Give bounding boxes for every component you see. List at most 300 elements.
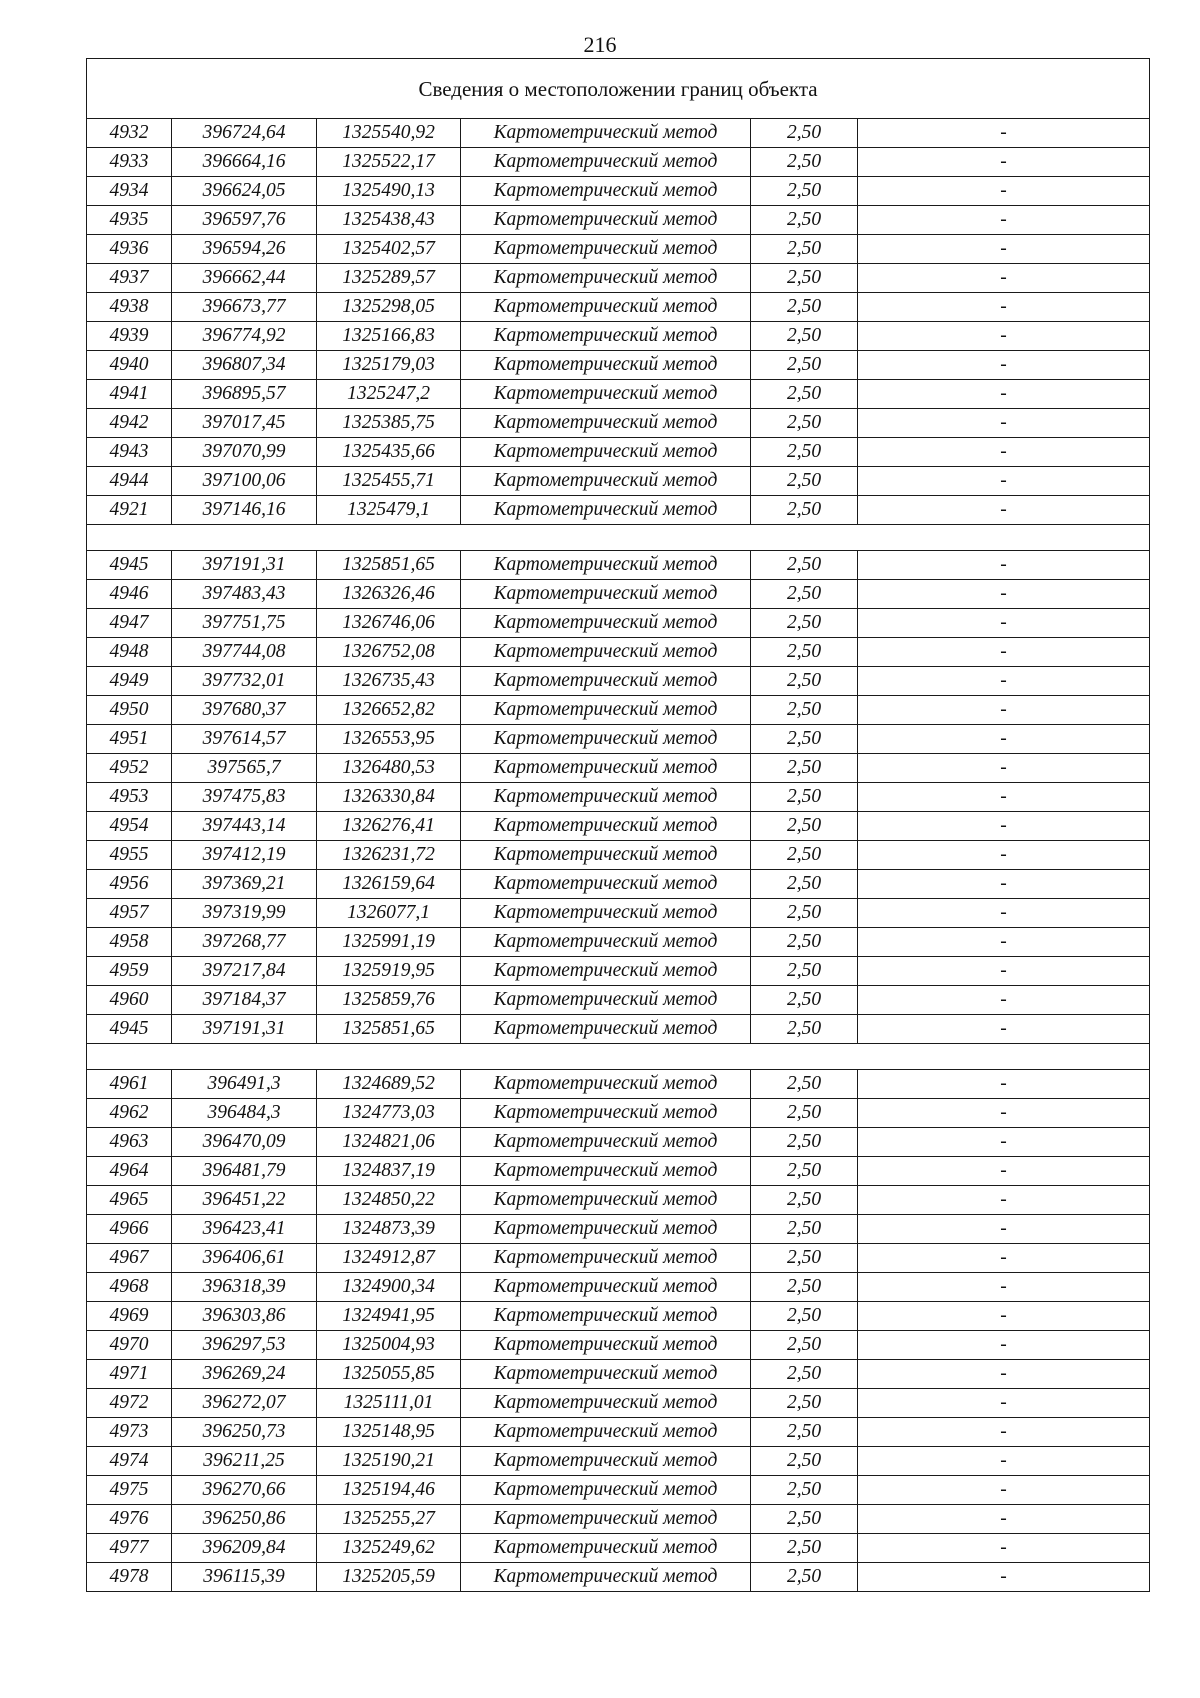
point-number-cell: 4952 [87, 754, 172, 783]
table-row [87, 467, 1150, 496]
y-coordinate-cell: 1325111,01 [317, 1389, 461, 1418]
accuracy-cell: 2,50 [751, 1186, 858, 1215]
x-coordinate-cell: 397100,06 [172, 467, 317, 496]
point-number-cell: 4921 [87, 496, 172, 525]
table-row [87, 1015, 1150, 1044]
x-coordinate-cell: 397475,83 [172, 783, 317, 812]
description-cell: - [858, 812, 1150, 841]
y-coordinate-cell: 1326746,06 [317, 609, 461, 638]
description-cell: - [858, 409, 1150, 438]
accuracy-cell: 2,50 [751, 928, 858, 957]
description-cell: - [858, 380, 1150, 409]
point-number-cell: 4967 [87, 1244, 172, 1273]
table-row [87, 667, 1150, 696]
method-cell: Картометрический метод [461, 1157, 751, 1186]
point-number-cell: 4955 [87, 841, 172, 870]
description-cell: - [858, 1015, 1150, 1044]
x-coordinate-cell: 397680,37 [172, 696, 317, 725]
accuracy-cell: 2,50 [751, 783, 858, 812]
table-row [87, 1244, 1150, 1273]
point-number-cell: 4945 [87, 1015, 172, 1044]
description-cell: - [858, 754, 1150, 783]
x-coordinate-cell: 396250,73 [172, 1418, 317, 1447]
group-separator-cell [87, 1044, 1150, 1070]
point-number-cell: 4941 [87, 380, 172, 409]
y-coordinate-cell: 1326735,43 [317, 667, 461, 696]
point-number-cell: 4968 [87, 1273, 172, 1302]
point-number-cell: 4966 [87, 1215, 172, 1244]
description-cell: - [858, 1244, 1150, 1273]
y-coordinate-cell: 1325190,21 [317, 1447, 461, 1476]
accuracy-cell: 2,50 [751, 609, 858, 638]
table-row [87, 1418, 1150, 1447]
accuracy-cell: 2,50 [751, 467, 858, 496]
accuracy-cell: 2,50 [751, 351, 858, 380]
accuracy-cell: 2,50 [751, 1331, 858, 1360]
method-cell: Картометрический метод [461, 928, 751, 957]
description-cell: - [858, 293, 1150, 322]
description-cell: - [858, 1476, 1150, 1505]
method-cell: Картометрический метод [461, 551, 751, 580]
y-coordinate-cell: 1325055,85 [317, 1360, 461, 1389]
point-number-cell: 4936 [87, 235, 172, 264]
x-coordinate-cell: 397565,7 [172, 754, 317, 783]
method-cell: Картометрический метод [461, 1563, 751, 1592]
table-row [87, 1302, 1150, 1331]
method-cell: Картометрический метод [461, 609, 751, 638]
group-separator-row [87, 1044, 1150, 1070]
table-row [87, 1157, 1150, 1186]
table-row [87, 551, 1150, 580]
accuracy-cell: 2,50 [751, 1563, 858, 1592]
accuracy-cell: 2,50 [751, 1302, 858, 1331]
y-coordinate-cell: 1325148,95 [317, 1418, 461, 1447]
x-coordinate-cell: 397017,45 [172, 409, 317, 438]
table-row [87, 1476, 1150, 1505]
table-row [87, 1447, 1150, 1476]
accuracy-cell: 2,50 [751, 725, 858, 754]
point-number-cell: 4933 [87, 148, 172, 177]
description-cell: - [858, 351, 1150, 380]
y-coordinate-cell: 1325919,95 [317, 957, 461, 986]
x-coordinate-cell: 396297,53 [172, 1331, 317, 1360]
x-coordinate-cell: 396270,66 [172, 1476, 317, 1505]
point-number-cell: 4973 [87, 1418, 172, 1447]
x-coordinate-cell: 396423,41 [172, 1215, 317, 1244]
table-body [87, 59, 1150, 1592]
point-number-cell: 4945 [87, 551, 172, 580]
method-cell: Картометрический метод [461, 696, 751, 725]
method-cell: Картометрический метод [461, 1099, 751, 1128]
table-row [87, 638, 1150, 667]
accuracy-cell: 2,50 [751, 1015, 858, 1044]
y-coordinate-cell: 1325194,46 [317, 1476, 461, 1505]
y-coordinate-cell: 1326553,95 [317, 725, 461, 754]
accuracy-cell: 2,50 [751, 322, 858, 351]
accuracy-cell: 2,50 [751, 206, 858, 235]
table-row [87, 409, 1150, 438]
table-row [87, 1563, 1150, 1592]
x-coordinate-cell: 397184,37 [172, 986, 317, 1015]
accuracy-cell: 2,50 [751, 177, 858, 206]
description-cell: - [858, 1505, 1150, 1534]
x-coordinate-cell: 397483,43 [172, 580, 317, 609]
table-row [87, 148, 1150, 177]
x-coordinate-cell: 397443,14 [172, 812, 317, 841]
method-cell: Картометрический метод [461, 1360, 751, 1389]
accuracy-cell: 2,50 [751, 551, 858, 580]
description-cell: - [858, 696, 1150, 725]
description-cell: - [858, 264, 1150, 293]
table-row [87, 322, 1150, 351]
point-number-cell: 4934 [87, 177, 172, 206]
y-coordinate-cell: 1325166,83 [317, 322, 461, 351]
y-coordinate-cell: 1325438,43 [317, 206, 461, 235]
point-number-cell: 4978 [87, 1563, 172, 1592]
table-row [87, 725, 1150, 754]
table-row [87, 1273, 1150, 1302]
table-row [87, 438, 1150, 467]
method-cell: Картометрический метод [461, 986, 751, 1015]
group-separator-row [87, 525, 1150, 551]
method-cell: Картометрический метод [461, 1389, 751, 1418]
accuracy-cell: 2,50 [751, 696, 858, 725]
point-number-cell: 4935 [87, 206, 172, 235]
y-coordinate-cell: 1326652,82 [317, 696, 461, 725]
method-cell: Картометрический метод [461, 322, 751, 351]
accuracy-cell: 2,50 [751, 409, 858, 438]
description-cell: - [858, 783, 1150, 812]
x-coordinate-cell: 397369,21 [172, 870, 317, 899]
accuracy-cell: 2,50 [751, 1099, 858, 1128]
table-row [87, 1070, 1150, 1099]
y-coordinate-cell: 1324850,22 [317, 1186, 461, 1215]
method-cell: Картометрический метод [461, 1447, 751, 1476]
x-coordinate-cell: 396597,76 [172, 206, 317, 235]
table-row [87, 812, 1150, 841]
method-cell: Картометрический метод [461, 235, 751, 264]
y-coordinate-cell: 1324837,19 [317, 1157, 461, 1186]
table-title-row [87, 59, 1150, 119]
accuracy-cell: 2,50 [751, 1128, 858, 1157]
point-number-cell: 4951 [87, 725, 172, 754]
x-coordinate-cell: 396115,39 [172, 1563, 317, 1592]
method-cell: Картометрический метод [461, 380, 751, 409]
point-number-cell: 4957 [87, 899, 172, 928]
method-cell: Картометрический метод [461, 293, 751, 322]
x-coordinate-cell: 397412,19 [172, 841, 317, 870]
method-cell: Картометрический метод [461, 783, 751, 812]
point-number-cell: 4961 [87, 1070, 172, 1099]
table-row [87, 1186, 1150, 1215]
table-row [87, 1534, 1150, 1563]
description-cell: - [858, 467, 1150, 496]
description-cell: - [858, 928, 1150, 957]
x-coordinate-cell: 396406,61 [172, 1244, 317, 1273]
x-coordinate-cell: 397614,57 [172, 725, 317, 754]
method-cell: Картометрический метод [461, 1505, 751, 1534]
description-cell: - [858, 986, 1150, 1015]
accuracy-cell: 2,50 [751, 1360, 858, 1389]
method-cell: Картометрический метод [461, 1215, 751, 1244]
description-cell: - [858, 1447, 1150, 1476]
y-coordinate-cell: 1325455,71 [317, 467, 461, 496]
x-coordinate-cell: 397751,75 [172, 609, 317, 638]
group-separator-cell [87, 525, 1150, 551]
x-coordinate-cell: 397070,99 [172, 438, 317, 467]
table-row [87, 870, 1150, 899]
x-coordinate-cell: 396724,64 [172, 119, 317, 148]
description-cell: - [858, 206, 1150, 235]
y-coordinate-cell: 1326326,46 [317, 580, 461, 609]
x-coordinate-cell: 396451,22 [172, 1186, 317, 1215]
description-cell: - [858, 1128, 1150, 1157]
point-number-cell: 4974 [87, 1447, 172, 1476]
point-number-cell: 4947 [87, 609, 172, 638]
table-row [87, 1215, 1150, 1244]
accuracy-cell: 2,50 [751, 1389, 858, 1418]
table-row [87, 609, 1150, 638]
y-coordinate-cell: 1324689,52 [317, 1070, 461, 1099]
description-cell: - [858, 1534, 1150, 1563]
x-coordinate-cell: 396209,84 [172, 1534, 317, 1563]
y-coordinate-cell: 1325859,76 [317, 986, 461, 1015]
description-cell: - [858, 725, 1150, 754]
point-number-cell: 4944 [87, 467, 172, 496]
method-cell: Картометрический метод [461, 206, 751, 235]
method-cell: Картометрический метод [461, 351, 751, 380]
y-coordinate-cell: 1325298,05 [317, 293, 461, 322]
x-coordinate-cell: 397732,01 [172, 667, 317, 696]
table-row [87, 119, 1150, 148]
accuracy-cell: 2,50 [751, 293, 858, 322]
point-number-cell: 4971 [87, 1360, 172, 1389]
accuracy-cell: 2,50 [751, 580, 858, 609]
accuracy-cell: 2,50 [751, 638, 858, 667]
accuracy-cell: 2,50 [751, 1273, 858, 1302]
description-cell: - [858, 667, 1150, 696]
method-cell: Картометрический метод [461, 467, 751, 496]
accuracy-cell: 2,50 [751, 119, 858, 148]
point-number-cell: 4960 [87, 986, 172, 1015]
x-coordinate-cell: 396662,44 [172, 264, 317, 293]
method-cell: Картометрический метод [461, 438, 751, 467]
point-number-cell: 4950 [87, 696, 172, 725]
method-cell: Картометрический метод [461, 264, 751, 293]
table-row [87, 957, 1150, 986]
x-coordinate-cell: 396484,3 [172, 1099, 317, 1128]
method-cell: Картометрический метод [461, 812, 751, 841]
method-cell: Картометрический метод [461, 638, 751, 667]
method-cell: Картометрический метод [461, 409, 751, 438]
y-coordinate-cell: 1325402,57 [317, 235, 461, 264]
method-cell: Картометрический метод [461, 496, 751, 525]
point-number-cell: 4976 [87, 1505, 172, 1534]
table-row [87, 1505, 1150, 1534]
description-cell: - [858, 957, 1150, 986]
y-coordinate-cell: 1324873,39 [317, 1215, 461, 1244]
y-coordinate-cell: 1325249,62 [317, 1534, 461, 1563]
method-cell: Картометрический метод [461, 1418, 751, 1447]
method-cell: Картометрический метод [461, 177, 751, 206]
x-coordinate-cell: 396774,92 [172, 322, 317, 351]
accuracy-cell: 2,50 [751, 1070, 858, 1099]
accuracy-cell: 2,50 [751, 1476, 858, 1505]
point-number-cell: 4963 [87, 1128, 172, 1157]
method-cell: Картометрический метод [461, 1070, 751, 1099]
point-number-cell: 4969 [87, 1302, 172, 1331]
x-coordinate-cell: 396272,07 [172, 1389, 317, 1418]
y-coordinate-cell: 1326480,53 [317, 754, 461, 783]
accuracy-cell: 2,50 [751, 1418, 858, 1447]
point-number-cell: 4939 [87, 322, 172, 351]
accuracy-cell: 2,50 [751, 1215, 858, 1244]
x-coordinate-cell: 396807,34 [172, 351, 317, 380]
page-number: 216 [583, 32, 617, 57]
method-cell: Картометрический метод [461, 1534, 751, 1563]
method-cell: Картометрический метод [461, 1273, 751, 1302]
description-cell: - [858, 1157, 1150, 1186]
point-number-cell: 4953 [87, 783, 172, 812]
table-row [87, 351, 1150, 380]
description-cell: - [858, 1273, 1150, 1302]
method-cell: Картометрический метод [461, 1015, 751, 1044]
accuracy-cell: 2,50 [751, 235, 858, 264]
table-row [87, 380, 1150, 409]
method-cell: Картометрический метод [461, 1244, 751, 1273]
table-row [87, 235, 1150, 264]
y-coordinate-cell: 1326159,64 [317, 870, 461, 899]
method-cell: Картометрический метод [461, 841, 751, 870]
point-number-cell: 4970 [87, 1331, 172, 1360]
point-number-cell: 4962 [87, 1099, 172, 1128]
table-row [87, 783, 1150, 812]
method-cell: Картометрический метод [461, 870, 751, 899]
y-coordinate-cell: 1325522,17 [317, 148, 461, 177]
y-coordinate-cell: 1324900,34 [317, 1273, 461, 1302]
y-coordinate-cell: 1324912,87 [317, 1244, 461, 1273]
description-cell: - [858, 899, 1150, 928]
point-number-cell: 4956 [87, 870, 172, 899]
y-coordinate-cell: 1325435,66 [317, 438, 461, 467]
description-cell: - [858, 119, 1150, 148]
table-row [87, 928, 1150, 957]
point-number-cell: 4954 [87, 812, 172, 841]
y-coordinate-cell: 1325004,93 [317, 1331, 461, 1360]
accuracy-cell: 2,50 [751, 1505, 858, 1534]
point-number-cell: 4949 [87, 667, 172, 696]
description-cell: - [858, 1360, 1150, 1389]
accuracy-cell: 2,50 [751, 496, 858, 525]
accuracy-cell: 2,50 [751, 754, 858, 783]
y-coordinate-cell: 1325851,65 [317, 1015, 461, 1044]
accuracy-cell: 2,50 [751, 264, 858, 293]
accuracy-cell: 2,50 [751, 957, 858, 986]
description-cell: - [858, 496, 1150, 525]
x-coordinate-cell: 396303,86 [172, 1302, 317, 1331]
x-coordinate-cell: 397319,99 [172, 899, 317, 928]
description-cell: - [858, 1389, 1150, 1418]
y-coordinate-cell: 1324821,06 [317, 1128, 461, 1157]
point-number-cell: 4958 [87, 928, 172, 957]
method-cell: Картометрический метод [461, 899, 751, 928]
table-row [87, 1128, 1150, 1157]
table-row [87, 1389, 1150, 1418]
method-cell: Картометрический метод [461, 725, 751, 754]
description-cell: - [858, 1563, 1150, 1592]
description-cell: - [858, 177, 1150, 206]
table-row [87, 1099, 1150, 1128]
point-number-cell: 4946 [87, 580, 172, 609]
y-coordinate-cell: 1326231,72 [317, 841, 461, 870]
description-cell: - [858, 1331, 1150, 1360]
description-cell: - [858, 1418, 1150, 1447]
y-coordinate-cell: 1325991,19 [317, 928, 461, 957]
description-cell: - [858, 235, 1150, 264]
table-row [87, 264, 1150, 293]
x-coordinate-cell: 397217,84 [172, 957, 317, 986]
description-cell: - [858, 322, 1150, 351]
description-cell: - [858, 551, 1150, 580]
table-row [87, 986, 1150, 1015]
x-coordinate-cell: 396269,24 [172, 1360, 317, 1389]
accuracy-cell: 2,50 [751, 841, 858, 870]
accuracy-cell: 2,50 [751, 986, 858, 1015]
y-coordinate-cell: 1325490,13 [317, 177, 461, 206]
accuracy-cell: 2,50 [751, 667, 858, 696]
accuracy-cell: 2,50 [751, 1447, 858, 1476]
point-number-cell: 4943 [87, 438, 172, 467]
y-coordinate-cell: 1325540,92 [317, 119, 461, 148]
table-row [87, 496, 1150, 525]
accuracy-cell: 2,50 [751, 899, 858, 928]
point-number-cell: 4975 [87, 1476, 172, 1505]
description-cell: - [858, 1215, 1150, 1244]
description-cell: - [858, 438, 1150, 467]
description-cell: - [858, 870, 1150, 899]
x-coordinate-cell: 397744,08 [172, 638, 317, 667]
method-cell: Картометрический метод [461, 1186, 751, 1215]
method-cell: Картометрический метод [461, 667, 751, 696]
table-title: Сведения о местоположении границ объекта [87, 59, 1150, 119]
point-number-cell: 4940 [87, 351, 172, 380]
accuracy-cell: 2,50 [751, 1244, 858, 1273]
x-coordinate-cell: 396895,57 [172, 380, 317, 409]
accuracy-cell: 2,50 [751, 812, 858, 841]
description-cell: - [858, 580, 1150, 609]
method-cell: Картометрический метод [461, 119, 751, 148]
point-number-cell: 4938 [87, 293, 172, 322]
point-number-cell: 4932 [87, 119, 172, 148]
x-coordinate-cell: 397146,16 [172, 496, 317, 525]
description-cell: - [858, 1186, 1150, 1215]
table-row [87, 293, 1150, 322]
y-coordinate-cell: 1325851,65 [317, 551, 461, 580]
table-row [87, 206, 1150, 235]
x-coordinate-cell: 396664,16 [172, 148, 317, 177]
point-number-cell: 4972 [87, 1389, 172, 1418]
point-number-cell: 4959 [87, 957, 172, 986]
x-coordinate-cell: 396624,05 [172, 177, 317, 206]
method-cell: Картометрический метод [461, 1302, 751, 1331]
y-coordinate-cell: 1326276,41 [317, 812, 461, 841]
table-row [87, 841, 1150, 870]
y-coordinate-cell: 1326330,84 [317, 783, 461, 812]
x-coordinate-cell: 396481,79 [172, 1157, 317, 1186]
x-coordinate-cell: 396470,09 [172, 1128, 317, 1157]
table-row [87, 1331, 1150, 1360]
accuracy-cell: 2,50 [751, 380, 858, 409]
